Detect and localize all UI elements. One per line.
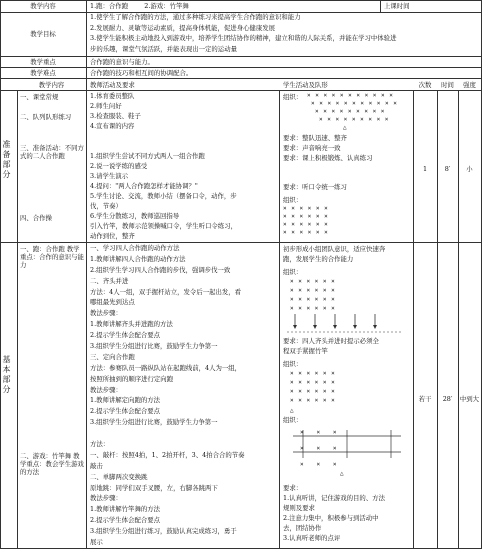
activity-line [90, 429, 278, 440]
rule [437, 90, 438, 548]
activity-line: 方法：参赛队员一路纵队站在起跑线前，4人为一组， [90, 363, 242, 372]
col-header-activities: 教师活动及要求 [90, 81, 135, 89]
key-point-label: 教学重点 [30, 58, 56, 66]
basic-count: 若干 [418, 395, 432, 403]
requirement-line: 要求：整队迅速、整齐 [283, 134, 347, 142]
rule [413, 90, 414, 548]
prep-content-item: 三、准备活动：不同方式的二人合作跑 [20, 144, 84, 160]
activity-line: 一、敲杆：按照4拍，1、2拍开杆，3、4拍合合的节奏 [90, 450, 245, 459]
activity-line: 2.组织学生学习四人合作跑的步伐，强调步伐一致 [90, 265, 231, 274]
basic-time: 28′ [442, 395, 453, 403]
prep-formation-req [283, 134, 372, 164]
rule [380, 0, 381, 12]
teacher-marker: △ [343, 124, 348, 131]
objective-item: 2.发展耐力、灵敏等运动素质，提高身体机能，促进身心健康发展 [90, 23, 276, 32]
prep-intensity: 小 [466, 165, 473, 173]
difficulty-text: 合作跑的技巧和相互间的协调配合。 [90, 69, 193, 77]
basic-formation-label: 组织： [283, 268, 303, 276]
activity-line: 3.检查服装、鞋子 [90, 112, 141, 120]
arrow-diagram [283, 312, 411, 334]
activity-line: 4.宣布课的内容 [90, 122, 135, 130]
formation-grid: × × × × × × [290, 287, 336, 294]
col-header-intensity: 强度 [463, 81, 476, 89]
rule [0, 90, 482, 91]
activity-line: 1.教师讲解四人合作跑的动作方法 [90, 254, 186, 263]
formation-grid: × × × × × × [290, 397, 336, 404]
key-point-text: 合作跑的意识与能力。 [90, 58, 154, 66]
formation-row: × × × × × × × × × × × [311, 100, 398, 107]
activity-line: 3.组织学生分组进行比赛，鼓励学生力争第一 [90, 418, 218, 427]
rule [0, 56, 482, 57]
rule [17, 90, 18, 548]
activity-line: 2.提示学生体会配合要点 [90, 516, 161, 525]
basic-content-2: 二、游戏：竹竿舞 教学重点：教会学生游戏的方法 [20, 452, 84, 476]
col-header-content: 教学内容 [38, 81, 65, 89]
prep-formation-req2: 要求：听口令统一练习 [283, 183, 347, 191]
prep-time: 8′ [444, 165, 451, 173]
requirement-line: 要求：四人齐头并进时提示必须全 [283, 337, 379, 345]
activity-line: 3.组织学生分组进行练习，鼓励认真完成练习，勇于 [90, 527, 237, 536]
col-header-time: 时间 [441, 81, 454, 89]
formation-grid: × × × × × × [290, 278, 336, 285]
requirement-line: 1.认真听讲，记住游戏的目的、方法 [283, 494, 385, 502]
activity-line: 动作到位，整齐 [90, 232, 135, 240]
activity-line: 1.教师讲解定向跑的方法 [90, 396, 161, 405]
activity-line: 按照所抽到的顺序进行定向跑 [90, 374, 174, 383]
activity-line: 5.学生讨论、交流，教师小结（摆备口令，动作，步 [90, 192, 237, 200]
activity-line: 3.请学生演示 [90, 172, 129, 180]
formation-grid: × × × × × × [290, 296, 336, 303]
activity-line: 伐，节奏） [90, 202, 122, 210]
content-text: 1.跑：合作跑 2.游戏：竹竿舞 [90, 2, 189, 10]
activity-line: 敲击 [90, 461, 103, 470]
basic-formation-req [283, 484, 385, 544]
basic-content-1: 一、跑：合作跑 教学重点：合作的意识与能力 [20, 245, 84, 269]
intro-line: 跑，发展学生的合作能力 [283, 255, 354, 263]
intro-line: 初步形成小组团队意识，适应快速奔 [283, 245, 386, 253]
prep-content-item: 四、合作操 [20, 214, 52, 222]
objective-item: 步的乐趣，课堂气氛活跃，并能表现出一定的运动量 [90, 44, 237, 53]
rule [86, 90, 87, 548]
activity-line: 引入竹竿，教师示范领操喊口令，学生听口令练习， [90, 222, 237, 230]
requirement-line: 2.注意力集中，积极参与到活动中 [283, 514, 379, 522]
rule [279, 90, 280, 548]
col-header-count: 次数 [418, 81, 432, 89]
rule [0, 78, 482, 79]
requirement-line: 要求： [283, 484, 303, 492]
basic-intensity: 中到大 [459, 395, 480, 403]
formation-grid: × × × × × × [283, 205, 329, 212]
formation-grid: × × × × × × [290, 388, 336, 395]
formation-grid: × × × [300, 461, 338, 468]
teacher-marker: △ [290, 407, 295, 414]
formation-grid: × × × [300, 445, 338, 452]
basic-formation-intro [283, 245, 385, 265]
requirement-line: 要求：课上积极锻炼、认真练习 [283, 154, 373, 162]
formation-grid: × × × × × × [283, 229, 329, 236]
activity-line: 1.体育委员整队 [90, 92, 135, 100]
activity-line: 哪组最先到达点 [90, 298, 135, 307]
basic-formation-mid [283, 337, 379, 357]
formation-grid: × × × [300, 429, 338, 436]
basic-teacher-activities [90, 244, 278, 549]
formation-row: × × × × × × × × × × × [307, 92, 394, 99]
activity-line: 1.教师讲解齐头并进跑的方法 [90, 320, 173, 329]
prep-formation-label2: 组织： [283, 196, 303, 204]
formation-row: × × × × × × × × × [319, 116, 389, 123]
activity-line: 方法：4人一组，双手握杆站立，发令后一起出发，看 [90, 287, 242, 296]
prep-count: 1 [422, 165, 428, 173]
col-header-formation: 学生活动及队形 [283, 81, 328, 89]
requirement-line: 3.认真听老师的点评 [283, 534, 341, 542]
activity-line: 2.师生问好 [90, 102, 122, 110]
basic-formation-label2: 组织： [283, 360, 303, 368]
activity-line: 2.说一说学练的感受 [90, 162, 148, 170]
formation-row: × × × × × × × × × [315, 108, 385, 115]
activity-line: 教法步骤： [90, 385, 122, 394]
difficulty-label: 教学难点 [30, 69, 56, 77]
basic-part-label: 基本部分 [2, 355, 11, 395]
formation-grid: × × × × × × [283, 221, 329, 228]
requirement-line: 程双手紧握竹竿 [283, 347, 328, 355]
rule [458, 90, 459, 548]
rule [86, 0, 87, 90]
objective-item: 3.使学生能积极主动地投入到游戏中，培养学生团结协作的精神，建立和谐的人际关系，并能在学习中体验进 [90, 34, 397, 42]
requirement-line: 去，团结协作 [283, 524, 322, 532]
activity-line: 一、学习四人合作跑的动作方法 [90, 244, 180, 252]
activity-line: 4.提问："两人合作跑怎样才能协调？" [90, 182, 198, 190]
formation-grid: × × × × × × [283, 213, 329, 220]
rule [0, 67, 482, 68]
objectives-list [90, 13, 478, 55]
activity-line: 教法步骤： [90, 494, 122, 503]
prep-content-item: 二、队列队形练习 [20, 113, 72, 121]
activity-line: 三、定向合作跑 [90, 352, 135, 361]
formation-grid: × × × × × × [290, 370, 336, 377]
activity-line: 展示 [90, 538, 103, 547]
activity-line: 教法步骤： [90, 309, 122, 318]
activity-line [90, 132, 278, 142]
border-top [0, 0, 482, 1]
activity-line: 2.提示学生体会配合要点 [90, 331, 161, 340]
activity-line: 原地跳：同学们双手叉腰，左，右脚各跳两下 [90, 483, 218, 492]
activity-line [90, 142, 278, 152]
prep-content-item: 一、课堂常规 [20, 93, 59, 101]
formation-grid: × × × × × × [290, 305, 336, 312]
activity-line: 方法： [90, 440, 110, 449]
basic-formation-label3: 组织： [283, 416, 303, 424]
requirement-line: 要求：声音响亮一致 [283, 144, 341, 152]
prep-part-label: 准备部分 [2, 140, 11, 180]
activity-line: 2.提示学生体会配合要点 [90, 407, 161, 416]
requirement-line: 规则及要求 [283, 504, 315, 512]
objectives-label: 教学目标 [30, 30, 56, 38]
activity-line: 1.组织学生尝试不同方式两人一组合作跑 [90, 152, 205, 160]
activity-line: 二、单脚两次变换跳 [90, 472, 148, 481]
activity-line: 3.组织学生分组进行比赛，鼓励学生力争第一 [90, 342, 218, 351]
prep-formation-label: 组织： [283, 93, 303, 101]
rule-prep-basic [0, 242, 482, 243]
prep-teacher-activities [90, 92, 278, 242]
content-label: 教学内容 [30, 2, 56, 10]
teacher-marker: △ [340, 470, 345, 477]
activity-line: 6.学生分散练习，教师巡回指导 [90, 212, 180, 220]
formation-grid: × × × × × × [290, 379, 336, 386]
border-left [0, 0, 1, 549]
objective-item: 1.使学生了解合作跑的方法，通过多种练习来提高学生合作跑的意识和能力 [90, 13, 301, 21]
activity-line: 1.教师讲解竹竿舞的方法 [90, 505, 161, 514]
class-time-label: 上课时间 [384, 2, 410, 10]
activity-line: 二、齐头并进 [90, 276, 129, 285]
